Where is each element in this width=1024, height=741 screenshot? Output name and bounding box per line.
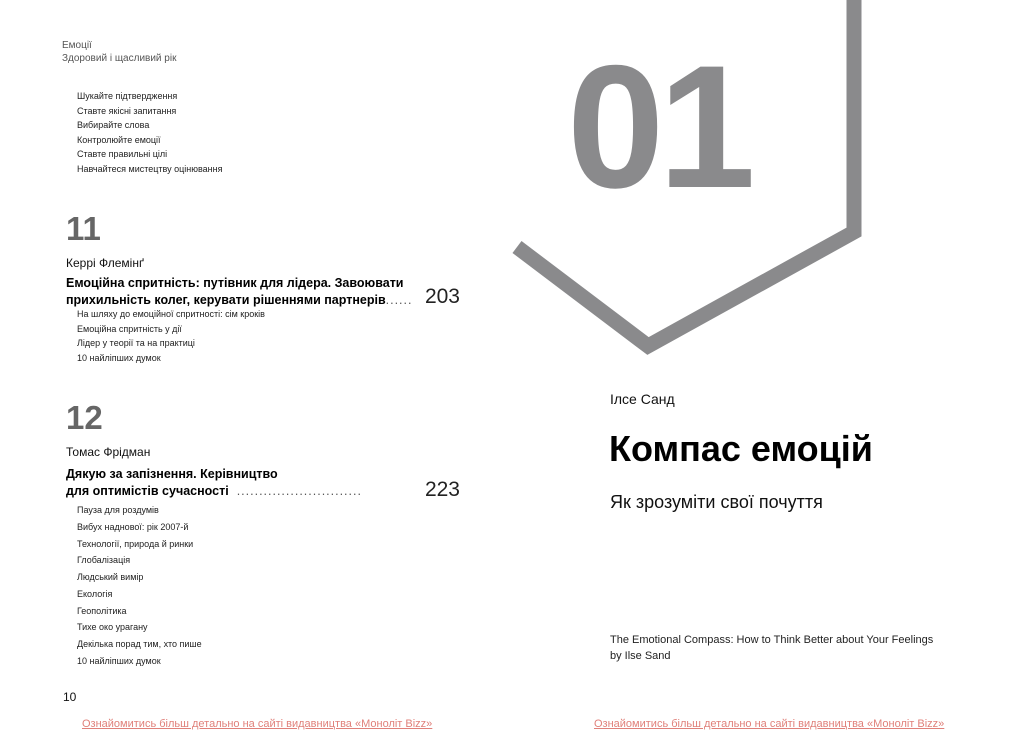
chapter-11-subsections bbox=[77, 309, 265, 367]
list-item: Ставте якісні запитання bbox=[77, 105, 177, 116]
chapter-12-page: 223 bbox=[424, 478, 460, 501]
list-item: Навчайтеся мистецтву оцінювання bbox=[77, 163, 223, 174]
chapter-number-large: 01 bbox=[567, 30, 750, 225]
book-author: Ілсе Санд bbox=[610, 391, 675, 407]
list-item: Лідер у теорії та на практиці bbox=[77, 338, 195, 349]
list-item: Екологія bbox=[77, 588, 113, 599]
list-item: Пауза для роздумів bbox=[77, 505, 159, 515]
right-page bbox=[512, 0, 1024, 741]
list-item: Людський вимір bbox=[77, 572, 144, 582]
list-item: Контролюйте емоції bbox=[77, 134, 161, 145]
running-header bbox=[62, 39, 176, 65]
chapter-11-author: Керрі Флемінґ bbox=[66, 256, 144, 270]
chapter-12-author: Томас Фрідман bbox=[66, 445, 151, 459]
book-title: Компас емоцій bbox=[609, 428, 873, 469]
list-item: Тихе око урагану bbox=[77, 622, 148, 633]
chapter-12-title-line-1: Дякую за запізнення. Керівництво bbox=[66, 467, 278, 481]
chapter-12-number: 12 bbox=[66, 399, 103, 436]
book-subtitle: Як зрозуміти свої почуття bbox=[610, 492, 823, 512]
chapter-11-title-line-1: Емоційна спритність: путівник для лідера. Завоювати bbox=[66, 276, 404, 290]
publisher-link-left[interactable]: Ознайомитись більш детально на сайті видавництва «Моноліт Bizz» bbox=[82, 718, 433, 730]
original-title-line-1: The Emotional Compass: How to Think Better about Your Feelings bbox=[610, 634, 934, 646]
list-item: Вибух наднової: рік 2007-й bbox=[77, 521, 189, 532]
list-item: Вибирайте слова bbox=[77, 120, 150, 131]
original-title bbox=[610, 632, 933, 664]
chapter-12-subsections bbox=[77, 505, 202, 673]
top-section-list bbox=[77, 91, 223, 179]
list-item: На шляху до емоційної спритності: сім кроків bbox=[77, 309, 265, 319]
original-title-line-2: by Ilse Sand bbox=[610, 650, 671, 662]
chapter-12-title bbox=[66, 466, 362, 500]
chapter-11-title bbox=[66, 275, 412, 309]
chapter-11-number: 11 bbox=[66, 210, 101, 247]
list-item: Технології, природа й ринки bbox=[77, 538, 194, 549]
list-item: Декілька порад тим, хто пише bbox=[77, 639, 202, 649]
header-line-2: Здоровий і щасливий рік bbox=[62, 53, 177, 64]
list-item: 10 найліпших думок bbox=[77, 352, 161, 363]
header-line-1: Емоції bbox=[62, 40, 92, 51]
publisher-link-right[interactable]: Ознайомитись більш детально на сайті видавництва «Моноліт Bizz» bbox=[594, 718, 945, 730]
list-item: Шукайте підтвердження bbox=[77, 91, 178, 101]
chapter-12-title-line-2: для оптимістів сучасності bbox=[66, 484, 229, 498]
leader-dots: ...... bbox=[385, 293, 413, 307]
list-item: Ставте правильні цілі bbox=[77, 149, 168, 160]
chapter-11-title-line-2: прихильність колег, керувати рішеннями партнерів bbox=[66, 293, 386, 307]
list-item: Глобалізація bbox=[77, 555, 131, 566]
leader-dots: ............................ bbox=[236, 484, 362, 498]
list-item: 10 найліпших думок bbox=[77, 655, 161, 666]
list-item: Емоційна спритність у дії bbox=[77, 323, 182, 334]
page-number: 10 bbox=[63, 690, 77, 704]
list-item: Геополітика bbox=[77, 605, 127, 616]
chapter-11-page: 203 bbox=[424, 285, 460, 308]
